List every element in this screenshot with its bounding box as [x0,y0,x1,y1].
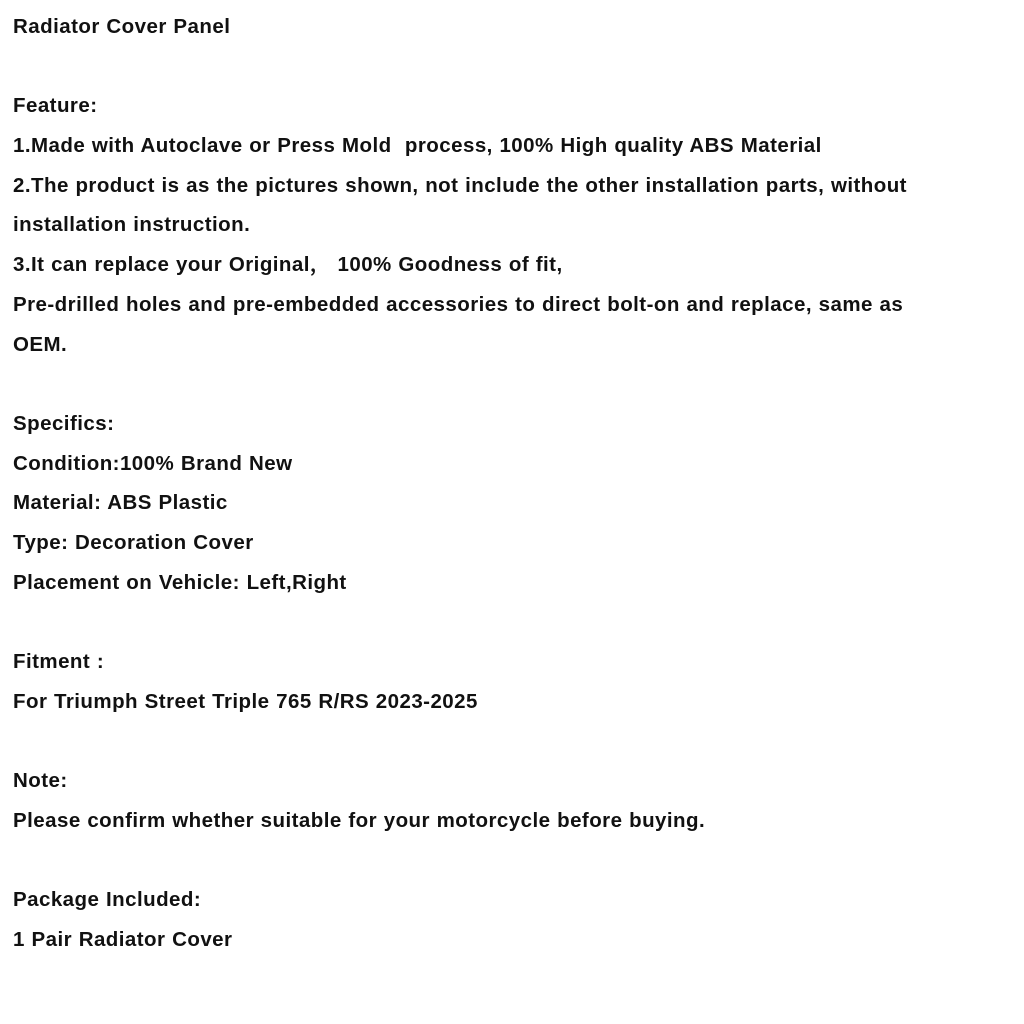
spec-material: Material: ABS Plastic [13,491,228,515]
note-text: Please confirm whether suitable for your motorcycle before buying. [13,808,706,832]
spacer [13,840,1013,880]
product-description [13,7,1013,960]
feature-heading: Feature: [13,94,98,118]
fitment-model: For Triumph Street Triple 765 R/RS 2023-2025 [13,689,478,713]
document-title: Radiator Cover Panel [13,15,231,38]
spacer [13,47,1013,87]
feature-line-1: 1.Made with Autoclave or Press Mold process, 100% High quality ABS Material [13,134,822,158]
spec-type: Type: Decoration Cover [13,530,254,554]
feature-line-4b: OEM. [13,332,68,356]
feature-line-4a: Pre-drilled holes and pre-embedded accessories to direct bolt-on and replace, same as [13,292,904,316]
feature-line-3: 3.It can replace your Original， 100% Goodness of fit, [13,253,563,277]
fitment-heading: Fitment : [13,650,105,673]
note-heading: Note: [13,769,68,793]
feature-line-2a: 2.The product is as the pictures shown, not include the other installation parts, without [13,173,907,197]
spec-condition: Condition:100% Brand New [13,451,293,475]
spacer [13,721,1013,761]
feature-line-2b: installation instruction. [13,213,251,237]
package-heading: Package Included: [13,888,202,912]
spec-placement: Placement on Vehicle: Left,Right [13,570,347,594]
package-contents: 1 Pair Radiator Cover [13,927,233,951]
spacer [13,602,1013,642]
specifics-heading: Specifics: [13,411,115,435]
spacer [13,364,1013,404]
